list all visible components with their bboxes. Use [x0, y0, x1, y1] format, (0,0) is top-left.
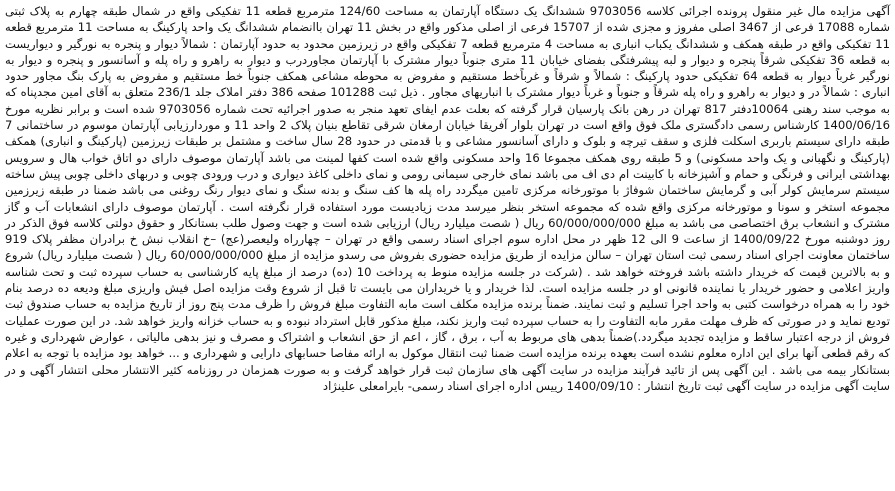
notice-body-text: آگهی مزایده مال غیر منقول پرونده اجرائی کلاسه 9703056 ششدانگ یک دستگاه آپارتمان به مساحت 124/60 مترمربع قطعه 11 تفکیکی واقع در شمال طبقه چهارم به پلاک ثبتی شماره 17088 فرعی از 3467 اصلی مفروز و مجزی شده از 15707 فرعی از اصلی مذکور واقع در بخش 11 تهران باانضمام ششدانگ یک واحد پارکینگ به مساحت 11 مترمربع قطعه 11 تفکیکی واقع در طبقه همکف و ششدانگ یکباب انباری به مساحت 4 مترمربع قطعه 7 تفکیکی واقع در زیرزمین محدود به حدود آپارتمان : شمالاً دیوار و پنجره به نورگیر و دیواریست به قطعه 36 تفکیکی شرقاً پنجره و دیوار و لبه پیشرفتگی بفضای خیابان 11 متری جنوباً دیوار مشترک با آپارتمان مجاوردرب و دیوار به راهرو و راه پله و آسانسور و پنجره و دیوار به نورگیر غرباً دیوار به قطعه 64 تفکیکی حدود پارکینگ : شمالاً و شرقاً و غرباًخط مستقیم و مفروض به محوطه مشاعی همکف جنوباً خط مستقیم و مفروض به پارک بنگ مجاور حدود انباری : شمالاً در و دیوار به راهرو و راه پله شرقاً و جنوباً و غرباً دیوار مشترک با انباریهای مجاور . ذیل ثبت 101288 صفحه 386 دفتر املاک جلد 236/1 متعلق به آقای امین مجدپناه که به موجب سند رهنی 10064دفتر 817 تهران در رهن بانک پارسیان قرار گرفته که بعلت عدم ایفای تعهد منجر به صدور اجرائیه تحت شماره 9703056 شده است و برابر نظریه مورخ 1400/06/16 کارشناس رسمی دادگستری ملک فوق واقع است در تهران بلوار آفریقا خیابان ارمغان شرقی تقاطع بنیان پلاک 2 واحد 11 و موردارزیابی آپارتمان موسوم در ساختمانی 7 طبقه دارای سیستم باربری اسکلت فلزی و سقف تیرچه و بلوک و دارای آسانسور مشاعی و با قدمتی در حدود 28 سال ساخت و مشتمل بر طبقات زیرزمین (پارکینگ و انباری) همکف (پارکینگ و نگهبانی و یک واحد مسکونی) و 5 طبقه روی همکف مجموعا 16 واحد مسکونی واقع شده است کفها لمینت می باشد آپارتمان موصوف دارای دو اتاق خواب هال و سرویس بهداشتی ایرانی و فرنگی و حمام و آشپزخانه با کابینت ام دی اف می باشد نمای خارجی سیمانی رومی و نمای داخلی کاغذ دیواری و درب ورودی چوبی و دربهای داخلی چوبی پیش ساخته سیستم سرمایش کولر آبی و گرمایش ساختمان شوفاژ با موتورخانه مرکزی تامین میگردد راه پله ها کف سنگ و بدنه سنگ و نمای دیوار رنگ روغنی می باشد ضمنا در طبقه زیرزمین مجموعه استخر و سونا و موتورخانه مرکزی واقع شده که مجموعه استخر بنظر میرسد مدت زیادیست مورد استفاده قرار نگرفته است . آپارتمان موصوف دارای انشعابات آب و گاز مشترک و انشعاب برق اختصاصی می باشد به مبلغ 60/000/000/000 ریال ( شصت میلیارد ریال) ارزیابی شده است و جهت وصول طلب بستانکار و حقوق دولتی کلاسه فوق الذکر در روز دوشنبه مورخ 1400/09/22 از ساعت 9 الی 12 ظهر در محل اداره سوم اجرای اسناد رسمی واقع در تهران – چهارراه ولیعصر(عج) –خ انقلاب نبش خ برادران مظفر پلاک 919 ساختمان معاونت اجرای اسناد رسمی ثبت استان تهران – سالن مزایده از طریق مزایده حضوری بفروش می رسدو مزایده از مبلغ 60/000/000/000 ریال ( شصت میلیارد ریال) شروع و به بالاترین قیمت که خریدار داشته باشد فروخته خواهد شد . (شرکت در جلسه مزایده منوط به پرداخت 10 (ده) درصد از مبلغ پایه کارشناسی به حساب سپرده ثبت و تحت شناسه واریز اعلامی و حضور خریدار یا نماینده قانونی او در جلسه مزایده است. لذا خریدار و یا خریداران می بایست تا قبل از شروع وقت مزایده اصل فیش واریزی مبلغ ودیعه ده درصد بنام خود را به همراه درخواست کتبی به واحد اجرا تسلیم و ثبت نمایند. ضمناً برنده مزایده مکلف است مابه التفاوت مبلغ فروش را ظرف مدت پنج روز از تاریخ مزایده به حساب صندوق ثبت تودیع نماید و در صورتی که ظرف مهلت مقرر مابه التفاوت را به حساب سپرده ثبت واریز نکند، مبلغ مذکور قابل استرداد نبوده و به حساب خزانه واریز خواهد شد. در این صورت عملیات فروش از درجه اعتبار ساقط و مزایده تجدید میگردد.)ضمناً بدهی های مربوط به آب ، برق ، گاز ، اعم از حق انشعاب و اشتراک و مصرف و نیز بدهی مالیاتی ، عوارض شهرداری و غیره که رقم قطعی آنها برای این اداره معلوم نشده است بعهده برنده مزایده است ضمنا ثبت انتقال موکول به ارائه مفاصا حسابهای دارایی و شهرداری و ... خواهد بود مزایده با توجه به اعلام بستانکار بیمه می باشد . این آگهی پس از تائید فرآیند مزایده در سایت آگهی های سازمان ثبت قرار خواهد گرفت و به صورت همزمان در روزنامه کثیر الانتشار محلی انتشار آگهی و در سایت آگهی مزایده در سایت آگهی ثبت تاریخ انتشار : 1400/09/10 رییس اداره اجرای اسناد رسمی- بایرامعلی علینژاد: [5, 4, 891, 393]
